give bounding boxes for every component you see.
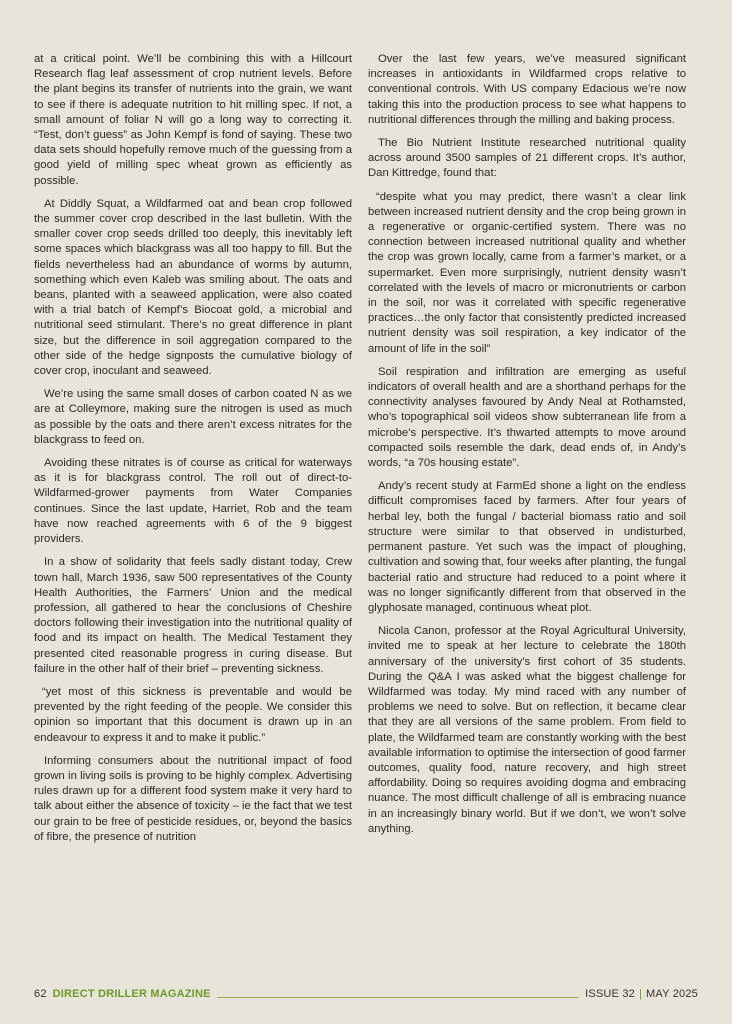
paragraph: Soil respiration and infiltration are emerging as useful indicators of overall health and are a shorthand perhaps for the connectivity analyses favoured by Andy Neal at Rothamsted, who’s topographical soil videos show subterranean life from a microbe’s perspective. It’s thwarted attempts to move around compacted soils resemble the dark, dead ends of, in Andy’s words, “a 70s housing estate”. xyxy=(368,365,686,470)
paragraph: The Bio Nutrient Institute researched nutritional quality across around 3500 samples of 21 different crops. It’s author, Dan Kittredge, found that: xyxy=(368,137,686,180)
paragraph: at a critical point. We’ll be combining this with a Hillcourt Research flag leaf assessment of crop nutrient levels. Before the plant begins its transfer of nutrients into the grain, we want to see if there is adequate nutrition to hit milling spec. If not, a small amount of foliar N will go a long way to correcting it. “Test, don’t guess” as John Kempf is fond of saying. These two data sets should hopefully remove much of the guessing from a good yield of milling spec wheat grown as efficiently as possible. xyxy=(34,53,352,187)
footer-separator: | xyxy=(638,988,643,1000)
paragraph: Over the last few years, we’ve measured significant increases in antioxidants in Wildfarmed crops relative to conventional controls. With US company Edacious we’re now taking this into the production process to see what happens to nutritional differences through the milling and baking process. xyxy=(368,53,686,126)
quote-paragraph: “despite what you may predict, there wasn’t a clear link between increased nutrient density and the crop being grown in a regenerative or organic-certified system. There was no connection between increased nutritional quality and whether the crop was grown locally, came from a farmer’s market, or a supermarket. Even more surprisingly, nutrient density wasn’t correlated with the levels of macro or micronutrients or carbon in the soil, nor was it correlated with specific regenerative practices…the only factor that consistently predicted increased nutrient density was soil respiration, a key indicator of the amount of life in the soil” xyxy=(368,190,686,355)
page-footer xyxy=(34,986,698,1002)
footer-rule xyxy=(217,997,579,998)
paragraph: At Diddly Squat, a Wildfarmed oat and bean crop followed the summer cover crop described in the last bulletin. With the smaller cover crop seeds drilled too deeply, this inevitably left some spaces which blackgrass was all too happy to fill. But the fields nevertheless had an abundance of worms by autumn, something which even Kaleb was smiling about. The oats and beans, planted with a seaweed application, were also coated with a trial batch of Kempf’s Biocoat gold, a microbial and nutritional seed stimulant. There’s no great difference in plant size, but the difference in soil aggregation compared to the other side of the hedge signposts the cumulative biology of cover crop, inoculant and seaweed. xyxy=(34,197,352,378)
paragraph: Nicola Canon, professor at the Royal Agricultural University, invited me to speak at her lecture to celebrate the 180th anniversary of the university’s first cohort of 35 students. During the Q&A I was asked what the biggest challenge for Wildfarmed was today. My mind raced with any number of problems we need to solve. But on reflection, it became clear that they are all versions of the same problem. From field to plate, the Wildfarmed team are constantly working with the best available information to optimise the intersection of good farmer outcomes, quality food, nature recovery, and high street affordability. Doing so requires avoiding dogma and embracing nuance. The most difficult challenge of all is embracing nuance in an increasingly binary world. But if we don’t, we won’t solve anything. xyxy=(368,625,686,835)
paragraph: Andy’s recent study at FarmEd shone a light on the endless difficult compromises faced by farmers. After four years of herbal ley, both the fungal / bacterial biomass ratio and soil structure were similar to that observed in undisturbed, permanent pasture. Yet such was the impact of ploughing, cultivation and sowing that, four weeks after planting, the fungal bacterial ratio and structure had reduced to a point where it was no longer significantly different from that observed in the glyphosate managed, continuous wheat plot. xyxy=(368,480,686,614)
paragraph: In a show of solidarity that feels sadly distant today, Crew town hall, March 1936, saw 500 representatives of the County Health Authorities, the Farmers’ Union and the medical profession, all gathered to hear the conclusions of Cheshire doctors following their investigation into the nutritional quality of food and its impact on health. The Medical Testament they presented cited reasonable progress in curing disease. But failure in the other half of their brief – preventing sickness. xyxy=(34,556,352,675)
paragraph: Avoiding these nitrates is of course as critical for waterways as it is for blackgrass control. The roll out of direct-to-Wildfarmed-grower payments from Water Companies continues. Since the last update, Harriet, Rob and the team have now reached agreements with 6 of the 9 biggest providers. xyxy=(34,457,352,546)
issue-label: ISSUE 32 xyxy=(585,988,635,1000)
issue-date: MAY 2025 xyxy=(646,988,698,1000)
paragraph: We’re using the same small doses of carbon coated N as we are at Colleymore, making sure the nitrogen is used as much as possible by the oats and there aren’t excess nitrates for the blackgrass to feed on. xyxy=(34,388,352,446)
page-number: 62 xyxy=(34,988,47,1000)
left-column xyxy=(34,52,352,853)
right-column xyxy=(368,52,686,845)
magazine-name: DIRECT DRILLER MAGAZINE xyxy=(52,988,211,1000)
paragraph: Informing consumers about the nutritional impact of food grown in living soils is proving to be highly complex. Advertising rules drawn up for a different food system make it very hard to talk about either the absence of toxicity – ie the fact that we test our grain to be free of pesticide residues, or, beyond the basics of fibre, the presence of nutrition xyxy=(34,754,352,843)
quote-paragraph: “yet most of this sickness is preventable and would be prevented by the right feeding of the people. We consider this opinion so important that this document is drawn up in an endeavour to express it and to make it public.” xyxy=(34,685,352,744)
